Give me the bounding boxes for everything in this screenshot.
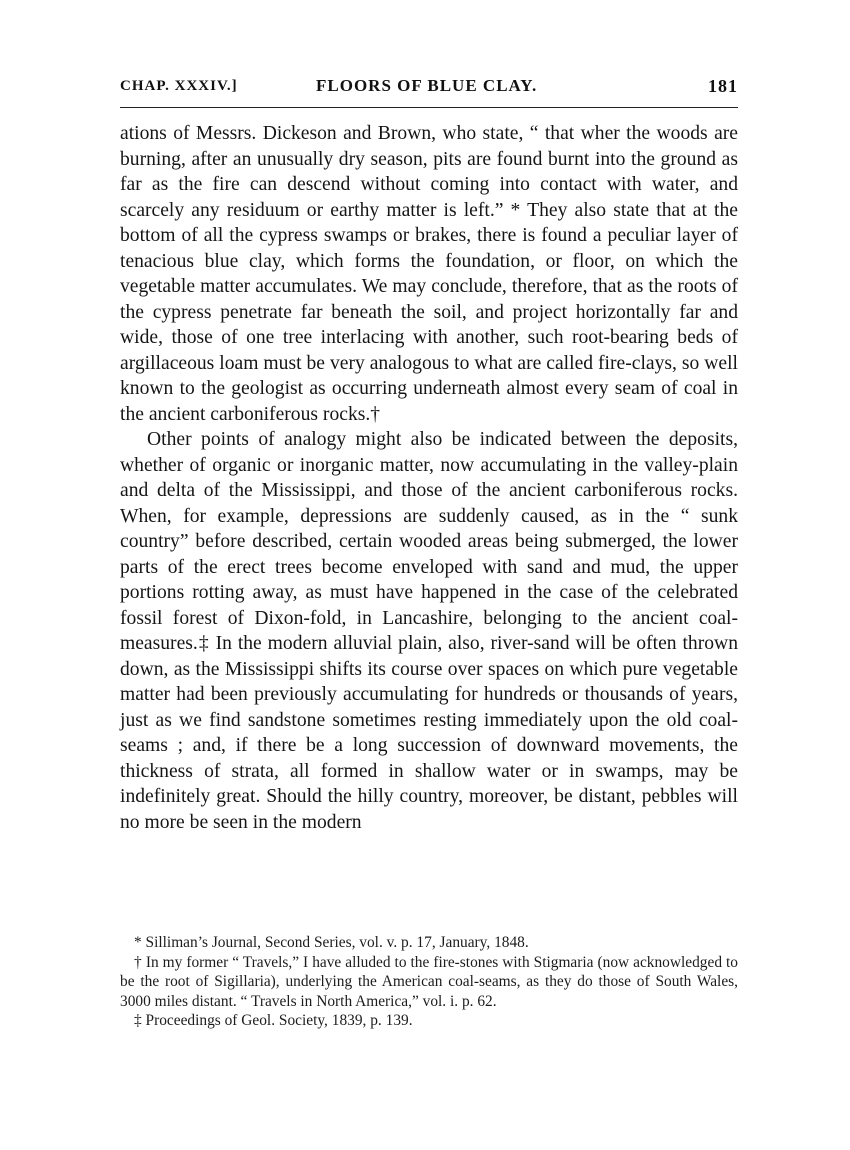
page-title: FLOORS OF BLUE CLAY.: [316, 76, 538, 95]
header-rule: [120, 107, 738, 108]
footnotes: [120, 933, 738, 1031]
chapter-label: CHAP. XXXIV.]: [120, 78, 238, 94]
footnote-1: * Silliman’s Journal, Second Series, vol. v. p. 17, January, 1848.: [134, 934, 529, 951]
paragraph-1: ations of Messrs. Dickeson and Brown, who state, “ that wher the woods are burning, after an unusually dry season, pits are found burnt into the ground as far as the fire can descend without coming into contact with water, and scarcely any residuum or earthy matter is left.” * They also state that at the bottom of all the cypress swamps or brakes, there is found a peculiar layer of tenacious blue clay, which forms the foundation, or floor, on which the vegetable matter accumulates. We may conclude, therefore, that as the roots of the cypress penetrate far beneath the soil, and project horizontally far and wide, those of one tree interlacing with another, such root-bearing beds of argillaceous loam must be very analogous to what are called fire-clays, so well known to the geologist as occurring underneath almost every seam of coal in the ancient carboniferous rocks.†: [120, 123, 738, 425]
paragraph-2: Other points of analogy might also be indicated between the deposits, whether of organic or inorganic matter, now accumulating in the valley-plain and delta of the Mississippi, and those of the ancient carboniferous rocks. When, for example, depressions are suddenly caused, as in the “ sunk country” before described, certain wooded areas being submerged, the lower parts of the erect trees become enveloped with sand and mud, the upper portions rotting away, as must have happened in the case of the celebrated fossil forest of Dixon-fold, in Lancashire, belonging to the ancient coal-measures.‡ In the modern alluvial plain, also, river-sand will be often thrown down, as the Mississippi shifts its course over spaces on which pure vegetable matter had been previously accumulating for hundreds or thousands of years, just as we find sandstone sometimes resting immediately upon the old coal-seams ; and, if there be a long succession of downward movements, the thickness of strata, all formed in shallow water or in swamps, may be indefinitely great. Should the hilly country, moreover, be distant, pebbles will no more be seen in the modern: [120, 429, 738, 833]
footnote-2: † In my former “ Travels,” I have alluded to the fire-stones with Stigmaria (now acknowledged to be the root of Sigillaria), underlying the American coal-seams, as they do those of South Wales, 3000 miles distant. “ Travels in North America,” vol. i. p. 62.: [120, 953, 738, 1010]
running-header: [120, 72, 738, 100]
page-number: 181: [708, 76, 738, 96]
page-content: [120, 72, 738, 1029]
footnote-3: ‡ Proceedings of Geol. Society, 1839, p. 139.: [134, 1012, 413, 1029]
body-text: [120, 121, 738, 835]
